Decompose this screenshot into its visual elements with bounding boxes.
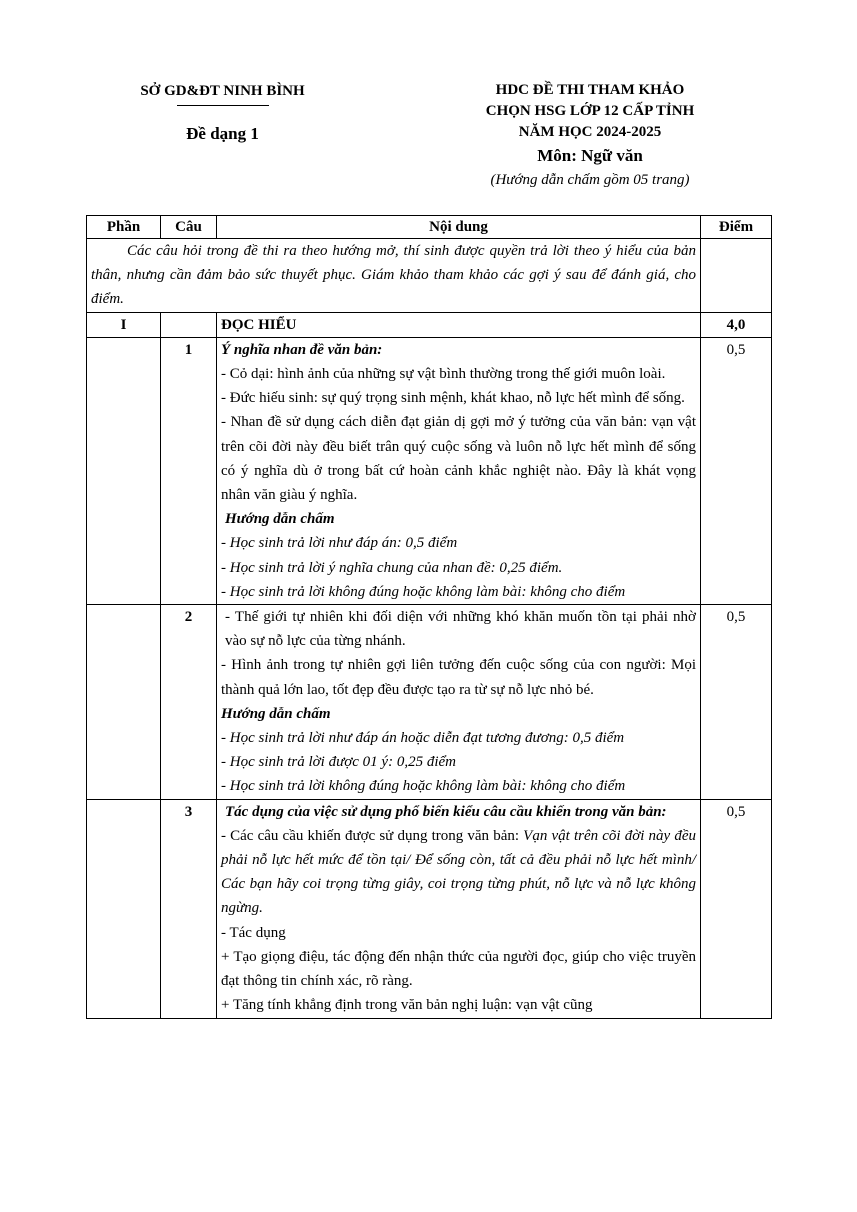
empty-cell: [701, 239, 772, 313]
guide-title: Hướng dẫn chấm: [221, 705, 331, 722]
col-header-part: Phần: [87, 216, 161, 239]
intro-row: [87, 239, 772, 313]
col-header-score: Điểm: [701, 216, 772, 239]
question-score: 0,5: [701, 605, 772, 800]
answer-line-prefix: - Các câu cầu khiến được sử dụng trong văn bản:: [221, 827, 524, 844]
col-header-question: Câu: [161, 216, 217, 239]
answer-heading: Ý nghĩa nhan đề văn bản:: [221, 341, 383, 358]
answer-line: + Tăng tính khẳng định trong văn bản nghị luận: vạn vật cũng: [221, 997, 593, 1014]
guide-line: - Học sinh trả lời như đáp án hoặc diễn đạt tương đương: 0,5 điểm: [221, 730, 625, 747]
section-title: ĐỌC HIỂU: [217, 312, 701, 337]
answer-line: - Thế giới tự nhiên khi đối diện với những khó khăn muốn tồn tại phải nhờ vào sự nỗ lực của từng nhánh.: [225, 609, 696, 650]
doc-title-line-2: CHỌN HSG LỚP 12 CẤP TỈNH: [485, 103, 695, 119]
doc-title-line-3: NĂM HỌC 2024-2025: [518, 124, 662, 140]
question-score: 0,5: [701, 337, 772, 604]
guide-line: - Học sinh trả lời được 01 ý: 0,25 điểm: [221, 754, 456, 771]
question-score: 0,5: [701, 799, 772, 1018]
answer-line: - Cỏ dại: hình ảnh của những sự vật bình thường trong thế giới muôn loài.: [221, 366, 666, 383]
empty-cell: [87, 337, 161, 604]
table-row: [87, 605, 772, 800]
guide-line: - Học sinh trả lời không đúng hoặc không làm bài: không cho điểm: [221, 778, 626, 795]
empty-cell: [87, 605, 161, 800]
exam-type: Đề dạng 1: [186, 124, 259, 143]
doc-title-line-1: HDC ĐỀ THI THAM KHẢO: [495, 82, 685, 98]
guide-title: Hướng dẫn chấm: [225, 511, 335, 528]
answer-quote: Vạn vật trên cõi đời này đều phải nỗ lực hết mức để tồn tại/ Để sống còn, tất cả đều phải nỗ lực hết mình/ Các bạn hãy coi trọng từng giây, coi trọng từng phút, nỗ lực và nỗ lực không ngừng.: [221, 827, 696, 917]
col-header-content: Nội dung: [217, 216, 701, 239]
question-number: 3: [161, 799, 217, 1018]
answer-line: - Hình ảnh trong tự nhiên gợi liên tưởng đến cuộc sống của con người: Mọi thành quả lớn lao, tốt đẹp đều được tạo ra từ sự nỗ lực nhỏ bé.: [221, 657, 696, 698]
answer-line: - Đức hiếu sinh: sự quý trọng sinh mệnh, khát khao, nỗ lực hết mình để sống.: [221, 390, 685, 407]
guide-line: - Học sinh trả lời như đáp án: 0,5 điểm: [221, 535, 458, 552]
intro-text: Các câu hỏi trong đề thi ra theo hướng mở, thí sinh được quyền trả lời theo ý hiểu của bản thân, nhưng cần đảm bảo sức thuyết phục. Giám khảo tham khảo các gợi ý sau để đánh giá, cho điểm.: [87, 239, 701, 313]
answer-line: [221, 824, 696, 921]
subject: Môn: Ngữ văn: [537, 146, 643, 165]
question-number: 1: [161, 337, 217, 604]
answer-content: [217, 337, 701, 604]
guide-line: - Học sinh trả lời ý nghĩa chung của nhan đề: 0,25 điểm.: [221, 559, 563, 576]
guide-line: - Học sinh trả lời không đúng hoặc không làm bài: không cho điểm: [221, 583, 626, 600]
answer-content: [217, 605, 701, 800]
grading-table: [86, 215, 772, 1019]
header-underline: [177, 105, 269, 106]
question-number: 2: [161, 605, 217, 800]
section-score: 4,0: [701, 312, 772, 337]
answer-line: + Tạo giọng điệu, tác động đến nhận thức của người đọc, giúp cho việc truyền đạt thông tin chính xác, rõ ràng.: [221, 948, 696, 990]
answer-line: - Tác dụng: [221, 924, 286, 941]
answer-heading: Tác dụng của việc sử dụng phổ biến kiểu câu cầu khiến trong văn bản:: [225, 803, 667, 820]
department-name: SỞ GD&ĐT NINH BÌNH: [140, 83, 305, 99]
answer-content: [217, 799, 701, 1018]
page-count-note: (Hướng dẫn chấm gồm 05 trang): [490, 172, 690, 188]
section-part: I: [87, 312, 161, 337]
header-right: [420, 80, 760, 191]
table-row: [87, 799, 772, 1018]
empty-cell: [87, 799, 161, 1018]
table-header-row: [87, 216, 772, 239]
answer-line: - Nhan đề sử dụng cách diễn đạt giản dị gợi mở ý tưởng của văn bản: vạn vật trên cõi đời này đều biết trân quý cuộc sống và luôn nỗ lực hết mình để sống có ý nghĩa dù ở trong bất cứ hoàn cảnh khắc nghiệt nào. Đây là khát vọng nhân văn giàu ý nghĩa.: [221, 414, 696, 504]
section-row: [87, 312, 772, 337]
table-row: [87, 337, 772, 604]
empty-cell: [161, 312, 217, 337]
header-left: [100, 80, 345, 146]
